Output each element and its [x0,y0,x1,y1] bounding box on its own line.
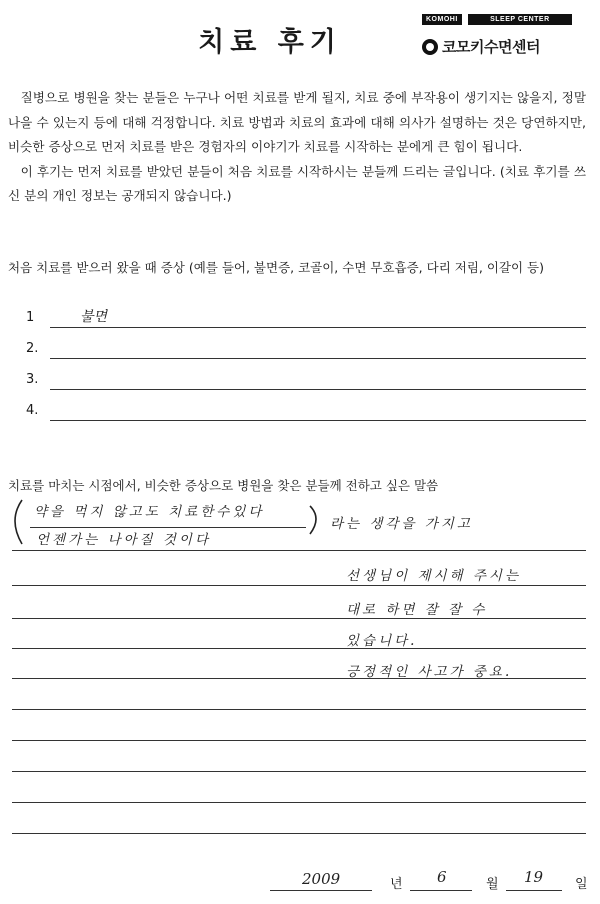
answer-line [12,585,586,586]
logo-tag-left: KOMOHI [422,14,462,25]
symptom-row [26,372,586,392]
date-day: 19 [524,868,544,886]
intro-paragraph-2: 이 후기는 먼저 치료를 받았던 분들이 처음 치료를 시작하시는 분들께 드리는 글입니다. (치료 후기를 쓰신 분의 개인 정보는 공개되지 않습니다.) [8,163,586,203]
date-month: 6 [437,868,447,886]
logo-mark-icon [422,39,438,55]
clinic-logo [422,12,572,64]
date-year: 2009 [302,870,341,888]
answer-line [12,648,586,649]
answer-line [12,550,586,551]
handwritten-line: 긍정적인 사고가 중요. [346,664,513,680]
intro-paragraph-1: 질병으로 병원을 찾는 분들은 누구나 어떤 치료를 받게 될지, 치료 중에 부작용이 생기지는 않을지, 정말 나을 수 있는지 등에 대해 걱정합니다. 치료 방법과 치료의 효과에 대해 의사가 설명하는 것은 당연하지만, 비슷한 증상으로 먼저 치료를 받은 경험자의 이야기가 치료를 시작하는 분에게 큰 힘이 됩니다. [8,90,586,154]
intro-text [8,86,586,209]
handwritten-line: 대로 하면 잘 잘 수 [346,602,488,618]
symptom-line [50,358,586,359]
symptom-line [50,327,586,328]
handwritten-line: 약을 먹지 않고도 치료한수있다 [34,504,265,520]
answer-line [12,771,586,772]
logo-tag-right: SLEEP CENTER [468,14,572,25]
symptoms-question: 처음 치료를 받으러 왔을 때 증상 (예를 들어, 불면증, 코골이, 수면 무호흡증, 다리 저림, 이갈이 등) [8,260,544,275]
symptom-line [50,389,586,390]
symptom-answer: 불면 [80,309,108,325]
handwritten-line: 언젠가는 나아질 것이다 [36,532,211,548]
answer-line [12,833,586,834]
date-month-label: 월 [486,877,499,892]
handwritten-line: 선생님이 제시해 주시는 [346,568,521,584]
symptom-row [26,403,586,423]
symptom-number: 1 [26,310,35,325]
logo-name: 코모키수면센터 [442,38,540,56]
date-day-label: 일 [575,877,588,892]
date-month-line [410,890,472,891]
date-year-label: 년 [390,877,403,892]
answer-line [12,740,586,741]
handwritten-line: 라는 생각을 가지고 [330,516,473,532]
message-question: 치료를 마치는 시점에서, 비슷한 증상으로 병원을 찾은 분들께 전하고 싶은 말씀 [8,478,439,493]
symptom-row [26,310,586,330]
symptom-number: 3. [26,372,39,387]
symptom-line [50,420,586,421]
answer-line [12,802,586,803]
symptom-number: 4. [26,403,39,418]
date-year-line [270,890,372,891]
answer-line [12,618,586,619]
answer-line [12,678,586,679]
date-day-line [506,890,562,891]
page-title: 치료 후기 [198,27,342,58]
symptom-row [26,341,586,361]
handwritten-line: 있습니다. [346,633,418,649]
symptom-number: 2. [26,341,39,356]
answer-line [12,709,586,710]
